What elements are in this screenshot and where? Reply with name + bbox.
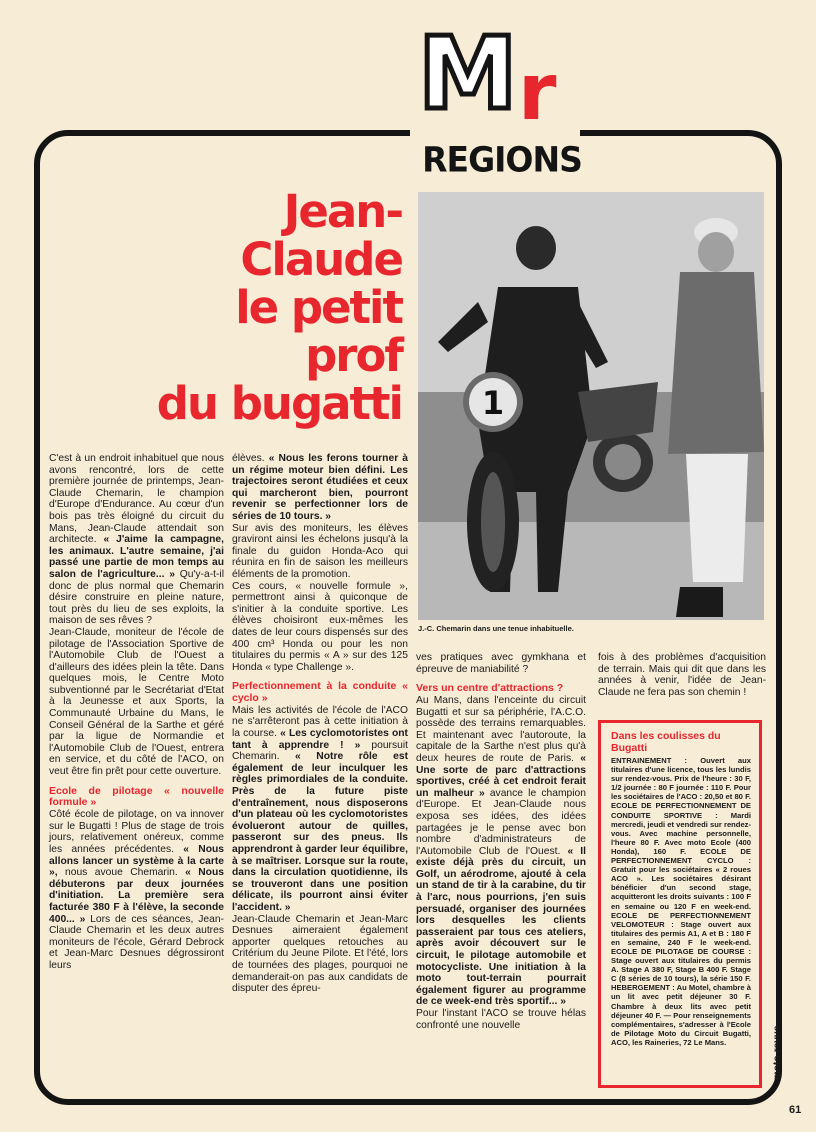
quote-run: « Notre rôle est également de leur inculquer les règles primordiales de la conduite. Près de la future piste d'entraînement, nous disposerons d'un plateau où les cyclomotoristes évolueront autour de quilles, passeront sur des pneus. Ils apprendront à garder leur équilibre, à se maîtriser. Lorsque sur la route, dans la circulation quotidienne, ils se trouveront dans une position délicate, ils pourront ainsi éviter l'accident. » <box>232 751 408 913</box>
title-line: du bugatti <box>156 377 402 430</box>
info-box <box>598 720 762 1088</box>
text-run: élèves. <box>232 453 269 464</box>
article-column-3 <box>416 652 586 1031</box>
info-box-text: ENTRAINEMENT : Ouvert aux titulaires d'une licence, tous les lundis sur rendez-vous. Prix de l'heure : 30 F, 1/2 journée : 80 F journée : 110 F. Pour les sociétaires de l'ACO : 20,50 et 80 F. ECOLE DE PERFECTIONNEMENT DE CONDUITE SPORTIVE : Mardi mercredi, jeudi et vendredi sur rendez-vous. Avec machine personnelle, l'heure 80 F. Avec moto Ecole (400 Honda), 160 F. ECOLE DE PERFECTIONNEMENT CYCLO : Gratuit pour les sociétaires « 2 roues ACO ». Les sociétaires désirant bénéficier d'un second stage, acquitteront les droits suivants : 100 F en semaine ou 120 F en week-end. ECOLE DE PERFECTIONNEMENT VELOMOTEUR : Stage ouvert aux titulaires des permis A1, A et B : 180 F en semaine, 240 F le week-end. ECOLE DE PILOTAGE DE COURSE : Stage ouvert aux titulaires du permis A. Stage A 380 F, Stage B 400 F. Stage C (8 séries de 10 tours), la série 150 F. HEBERGEMENT : Au Motel, chambre à un lit avec petit déjeuner 30 F. Chambre à deux lits avec petit déjeuner 40 F. — Pour renseignements complémentaires, s'adresser à l'Ecole de Pilotage Moto du Circuit Bugatti, ACO, les Raineries, 72 Le Mans. <box>611 756 751 1047</box>
logo-letter-r: r <box>518 48 557 138</box>
text-run: avance le champion d'Europe. Et Jean-Claude nous exposa ses idées, des idées partagées je le pense avec bon nombre d'administrateurs de l'Automobile Club de l'Ouest. <box>416 787 586 857</box>
title-line: Jean- <box>283 185 402 238</box>
article-column-4 <box>598 652 766 698</box>
text-run: poursuit Chemarin. <box>232 739 408 763</box>
paragraph: Ces cours, « nouvelle formule », permettront ainsi à quiconque de s'initier à la conduite sportive. Les élèves choisiront eux-mêmes les dates de leur cours dispensés sur des 400 cm³ Honda ou pour les non titulaires du permis « A » sur des 125 Honda « type Challenge ». <box>232 580 408 673</box>
paragraph: Sur avis des moniteurs, les élèves graviront ainsi les échelons jusqu'à la finale du guidon Honda-Aco qui réunira en fin de saison les meilleurs éléments de la promotion. <box>232 522 408 580</box>
paragraph <box>49 453 224 627</box>
text-run: nous avoue Chemarin. <box>57 867 186 879</box>
article-column-2 <box>232 453 408 995</box>
paragraph: Jean-Claude Chemarin et Jean-Marc Desnues aimeraient également apporter quelques retouches au Critérium du Jeune Pilote. Et l'été, lors de tournées des plages, pourquoi ne demanderait-on pas aux candidats de disputer des épreu- <box>232 913 408 995</box>
magazine-name: moto-revue <box>772 1025 783 1080</box>
paragraph: Jean-Claude, moniteur de l'école de pilotage de l'Association Sportive de l'Automobile Club de l'Ouest a d'ailleurs des idées plein la tête. Dans quelques mois, le Centre Moto subventionné par le Secrétariat d'Etat à la Jeunesse et aux Sports, la Communauté Urbaine du Mans, le Conseil Général de la Sarthe et géré par la ligue de Normandie et l'Automobile Club de l'Ouest, entrera en service, et du côté de l'ACO, on veut être fin prêt pour cette ouverture. <box>49 626 224 778</box>
page-number: 61 <box>789 1104 802 1116</box>
text-run: Côté école de pilotage, on va innover sur le Bugatti ! Plus de stage de trois jours, relativement onéreux, comme les années précédentes. <box>49 809 224 855</box>
quote-run: « J'aime la campagne, les animaux. L'autre semaine, j'ai passé une partie de mon temps au salon de l'agriculture... » <box>49 534 224 580</box>
text-run: Qu'y-a-t-il donc de plus normal que Chemarin désire construire en pleine nature, tout près du lieu de ses exploits, la maison de ses rêves ? <box>49 568 224 627</box>
subheading: Vers un centre d'attractions ? <box>416 682 564 695</box>
text-run: C'est à un endroit inhabituel que nous avons rencontré, lors de cette première journée de printemps, Jean-Claude Chemarin, le champion d'Europe d'Endurance. Au cœur d'un bois pas très éloigné du circuit du Mans, Jean-Claude attendait son architecte. <box>49 453 224 546</box>
text-run: Lors de ces séances, Jean-Claude Chemarin et les deux autres moniteurs de l'école, Gérard Debrock et Jean-Marc Desnues dégrossiront leurs <box>49 913 224 971</box>
magazine-logo <box>418 15 588 138</box>
title-line: le petit <box>235 281 402 334</box>
article-title <box>42 185 402 430</box>
subheading: Ecole de pilotage « nouvelle formule » <box>49 784 224 809</box>
text-run: Au Mans, dans l'enceinte du circuit Bugatti et sur sa périphérie, l'A.C.O. possède des terrains remarquables. Et maintenant avec l'autoroute, la capitale de la Sarthe n'est plus qu'à deux heures de route de Paris. <box>416 694 586 764</box>
photo-caption: J.-C. Chemarin dans une tenue inhabituelle. <box>418 624 574 633</box>
motorcycle-photo-illustration <box>418 192 764 620</box>
logo-letter-m: M <box>418 15 514 132</box>
quote-run: « Les cyclomotoristes ont tant à apprendre ! » <box>232 728 408 751</box>
paragraph: fois à des problèmes d'acquisition de terrain. Mais qui dit que dans les années à venir, l'idée de Jean-Claude ne fera pas son chemin ! <box>598 652 766 698</box>
subheading: Perfectionnement à la conduite « cyclo » <box>232 680 408 705</box>
paragraph: Pour l'instant l'ACO se trouve hélas confronté une nouvelle <box>416 1008 586 1031</box>
quote-run: « Il existe déjà près du circuit, un Golf, un aérodrome, ajouté à cela un stand de tir à la carabine, du tir à l'arc, nous pourrions, j'en suis persuadé, organiser des journées lors desquelles les clients passeraient par tous ces ateliers, après avoir découvert sur le circuit, le pilotage automobile et motocycliste. Une initiation à la moto tout-terrain pourrait également figurer au programme de ce week-end très sportif... » <box>416 845 586 1008</box>
quote-run: « Nous les ferons tourner à un régime moteur bien défini. Les trajectoires seront étudiées et ceux qui marcheront bien, pourront revenir se perfectionner lors de séries de 10 tours. » <box>232 453 408 522</box>
title-line: prof <box>305 329 402 382</box>
text-run: Mais les activités de l'école de l'ACO ne s'arrêteront pas à cette initiation à la course. <box>232 704 408 740</box>
paragraph <box>232 705 408 914</box>
info-box-title: Dans les coulisses du Bugatti <box>611 730 721 754</box>
article-photo <box>418 192 764 620</box>
quote-run: « Une sorte de parc d'attractions sportives, créé à cet endroit ferait un malheur » <box>416 752 586 799</box>
paragraph: ves pratiques avec gymkhana et épreuve de maniabilité ? <box>416 652 586 675</box>
article-column-1 <box>49 453 224 972</box>
paragraph <box>232 453 408 523</box>
quote-run: « Nous débuterons par deux journées d'initiation. La première sera facturée 380 F à l'élève, la seconde 400... » <box>49 867 224 925</box>
svg-text:1: 1 <box>481 384 505 422</box>
paragraph <box>49 809 224 971</box>
section-title: REGIONS <box>422 139 582 180</box>
paragraph <box>416 695 586 1008</box>
quote-run: « Nous allons lancer un système à la carte », <box>49 844 224 879</box>
title-line: Claude <box>240 233 402 286</box>
